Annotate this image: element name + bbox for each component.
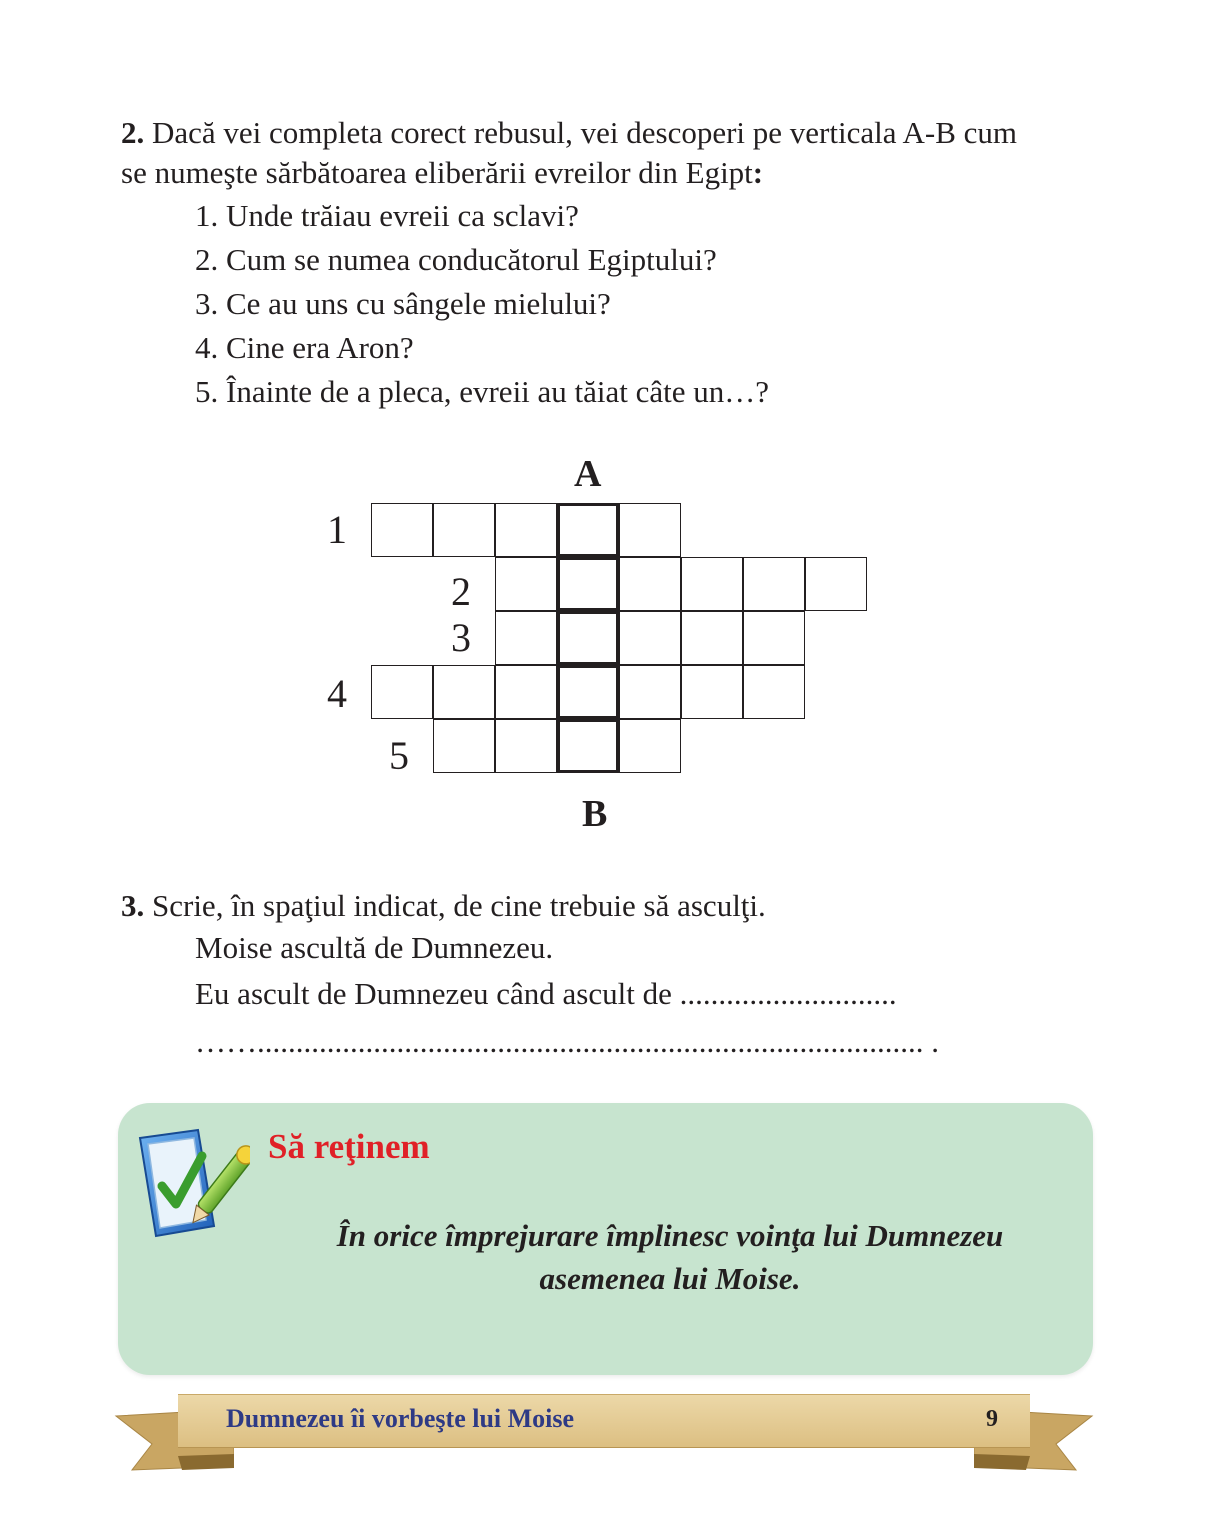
exercise-3-instruction-text: Scrie, în spaţiul indicat, de cine trebuie să asculţi.	[152, 888, 766, 923]
crossword-cell[interactable]	[433, 503, 495, 557]
crossword-cell[interactable]	[495, 557, 557, 611]
remember-text-line-1: În orice împrejurare împlinesc voinţa lui Dumnezeu	[336, 1218, 1004, 1253]
exercise-2-line-1: Dacă vei completa corect rebusul, vei descoperi pe verticala A-B cum	[152, 115, 1018, 150]
crossword-cell[interactable]	[619, 665, 681, 719]
question-4: 4. Cine era Aron?	[195, 330, 414, 365]
exercise-3-line-1: Moise ascultă de Dumnezeu.	[195, 930, 554, 965]
crossword-cell[interactable]	[557, 557, 619, 611]
crossword-cell[interactable]	[557, 665, 619, 719]
checklist-pencil-icon	[132, 1128, 250, 1242]
question-5: 5. Înainte de a pleca, evreii au tăiat câte un…?	[195, 374, 770, 409]
crossword-cell[interactable]	[371, 665, 433, 719]
crossword-cell[interactable]	[433, 665, 495, 719]
crossword-clue-number: 2	[451, 569, 471, 614]
crossword-clue-number: 3	[451, 615, 471, 660]
crossword-cell[interactable]	[495, 719, 557, 773]
exercise-2-number: 2.	[121, 115, 145, 150]
crossword-cell[interactable]	[619, 719, 681, 773]
crossword-cell[interactable]	[557, 719, 619, 773]
crossword-cell[interactable]	[805, 557, 867, 611]
crossword-cell[interactable]	[743, 611, 805, 665]
exercise-3-line-3[interactable]: ……...................................................................................... .	[195, 1024, 939, 1059]
crossword-cell[interactable]	[495, 611, 557, 665]
question-2: 2. Cum se numea conducătorul Egiptului?	[195, 242, 717, 277]
crossword-clue-number: 5	[389, 733, 409, 778]
crossword-cell[interactable]	[619, 611, 681, 665]
question-1: 1. Unde trăiau evreii ca sclavi?	[195, 198, 579, 233]
crossword-cell[interactable]	[681, 611, 743, 665]
crossword-cell[interactable]	[557, 611, 619, 665]
crossword-label-b: B	[582, 793, 608, 835]
crossword-cell[interactable]	[619, 503, 681, 557]
crossword-cell[interactable]	[743, 557, 805, 611]
crossword-cell[interactable]	[681, 665, 743, 719]
remember-text-line-2: asemenea lui Moise.	[539, 1261, 801, 1296]
footer-title: Dumnezeu îi vorbeşte lui Moise	[226, 1404, 575, 1433]
crossword-cell[interactable]	[371, 503, 433, 557]
exercise-3-number: 3.	[121, 888, 145, 923]
page-number: 9	[986, 1406, 998, 1432]
exercise-3-instruction	[121, 886, 766, 926]
crossword-cell[interactable]	[433, 719, 495, 773]
crossword-label-a: A	[574, 453, 602, 495]
crossword-cell[interactable]	[743, 665, 805, 719]
crossword-cell[interactable]	[495, 665, 557, 719]
exercise-2-line-2: se numeşte sărbătoarea eliberării evreilor din Egipt	[121, 155, 753, 190]
crossword-clue-number: 1	[327, 507, 347, 552]
crossword-clue-number: 4	[327, 671, 347, 716]
crossword-cell[interactable]	[495, 503, 557, 557]
crossword-cell[interactable]	[557, 503, 619, 557]
remember-text	[270, 1214, 1070, 1300]
exercise-2-colon: :	[752, 155, 764, 190]
question-3: 3. Ce au uns cu sângele mielului?	[195, 286, 611, 321]
crossword-cell[interactable]	[619, 557, 681, 611]
remember-title: Să reţinem	[268, 1127, 430, 1166]
exercise-3-line-2[interactable]: Eu ascult de Dumnezeu când ascult de ............................	[195, 976, 897, 1011]
crossword-cell[interactable]	[681, 557, 743, 611]
